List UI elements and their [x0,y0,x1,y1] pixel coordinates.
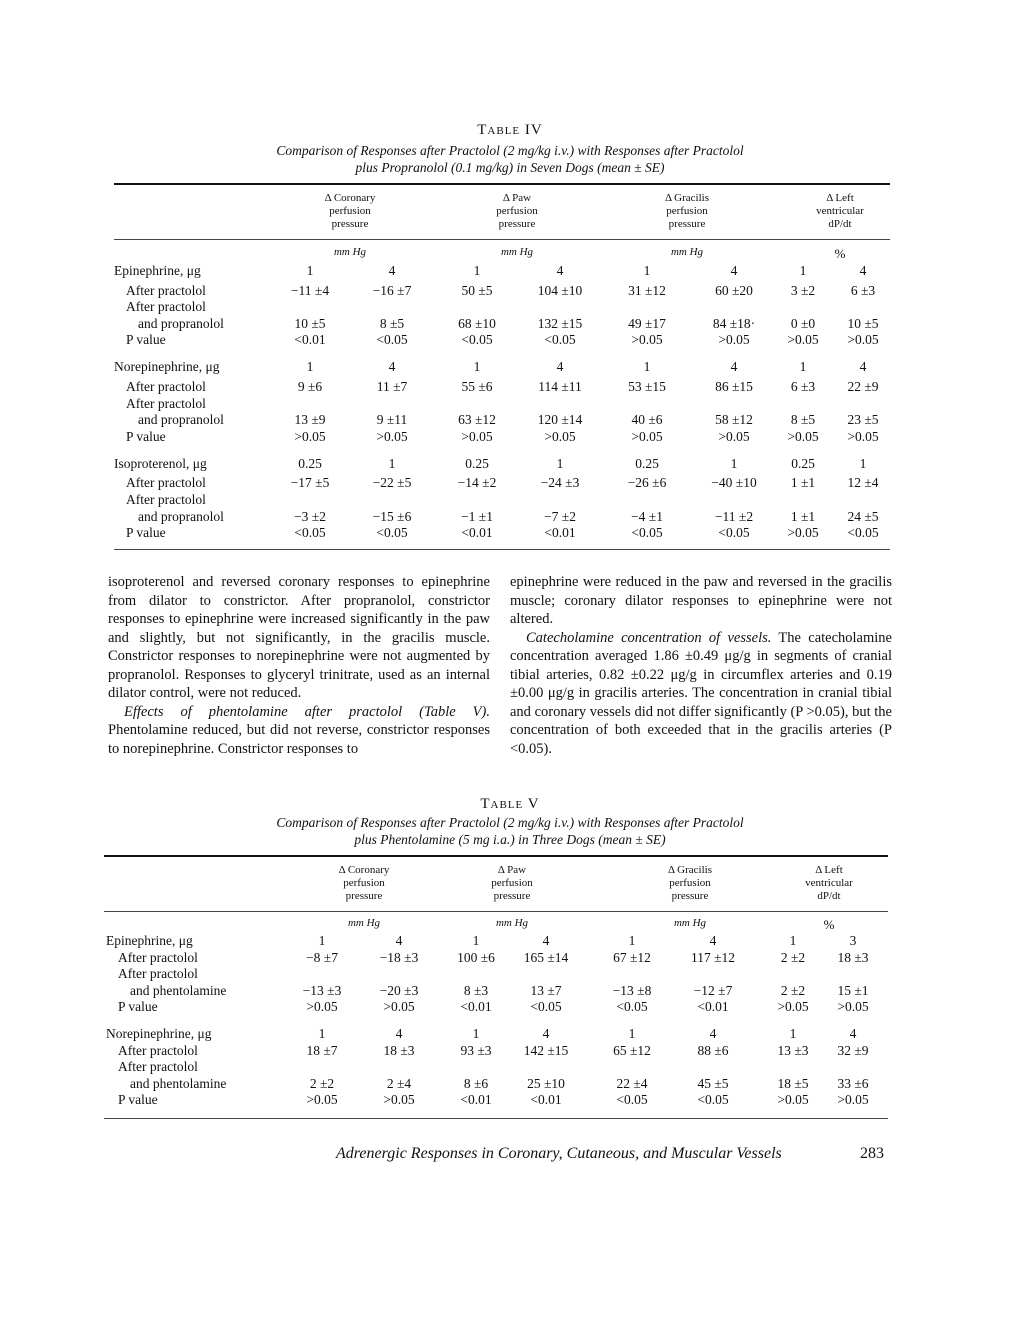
table-cell: 1 [306,359,314,374]
table-cell: 86 ±15 [715,379,753,394]
table-cell: >0.05 [777,999,809,1014]
table-cell: 4 [709,933,717,948]
table-cell: >0.05 [306,999,338,1014]
table-cell: 4 [859,359,867,374]
table-row [0,999,1020,1016]
table-cell: 1 [789,1026,797,1041]
table-cell: 114 ±11 [538,379,582,394]
table4-unit-label: mm Hg [670,246,704,258]
table-cell: <0.01 [460,1092,492,1107]
row-label: P value [126,332,166,347]
table-cell: 22 ±9 [847,379,879,394]
body-text-right-column [510,573,892,758]
table-cell: 8 ±6 [463,1076,489,1091]
table-cell: 15 ±1 [837,983,869,998]
table-cell: >0.05 [306,1092,338,1107]
table-cell: >0.05 [383,1092,415,1107]
table-row [0,492,1020,509]
table-cell: 120 ±14 [537,412,583,427]
table-cell: 0 ±0 [790,316,816,331]
table-cell: −18 ±3 [379,950,419,965]
table-cell: 2 ±2 [780,950,806,965]
table-cell: 8 ±5 [790,412,816,427]
table-cell: >0.05 [847,332,879,347]
table4-unit-label: mm Hg [333,246,367,258]
table-cell: 104 ±10 [537,283,583,298]
table-cell: −13 ±8 [612,983,652,998]
table4-column-header-line: Δ Paw [502,192,532,204]
row-label: P value [118,999,158,1014]
table-cell: −11 ±2 [714,509,754,524]
row-label: P value [126,525,166,540]
table-cell: 18 ±3 [383,1043,415,1058]
table-cell: 49 ±17 [628,316,666,331]
table-row [0,1076,1020,1093]
table-row [0,1043,1020,1060]
table-cell: −26 ±6 [627,475,667,490]
row-label: After practolol [126,396,206,411]
table-cell: 1 [306,263,314,278]
table-cell: 1 [318,1026,326,1041]
table-cell: <0.05 [376,525,408,540]
table-cell: 13 ±3 [777,1043,809,1058]
table-cell: <0.05 [294,525,326,540]
table4-column-header-line: pressure [331,218,369,230]
table-cell: >0.05 [718,429,750,444]
table-cell: 1 [556,456,564,471]
table-cell: 23 ±5 [847,412,879,427]
row-label: and phentolamine [130,983,227,998]
table5-column-header-line: perfusion [343,877,385,889]
table-cell: 4 [730,263,738,278]
table5-column-header-line: Δ Gracilis [667,864,713,876]
table-cell: <0.01 [461,525,493,540]
body-text-left-column [108,573,490,758]
table-row [0,1092,1020,1109]
table-cell: −14 ±2 [457,475,497,490]
table4-column-header-line: pressure [498,218,536,230]
table4-column-header-line: Δ Left [826,192,854,204]
table5-column-header-line: perfusion [669,877,711,889]
table5-header-rule [104,911,888,912]
table-row [0,456,1020,473]
table5-column-header-line: pressure [671,890,709,902]
table4-column-header-line: dP/dt [828,218,852,230]
table-cell: 12 ±4 [847,475,879,490]
table-cell: 1 [318,933,326,948]
table-cell: <0.05 [616,999,648,1014]
table-row [0,396,1020,413]
table-cell: 4 [395,1026,403,1041]
table-cell: 4 [388,359,396,374]
table-cell: 67 ±12 [613,950,651,965]
table-cell: 55 ±6 [461,379,493,394]
table-cell: 40 ±6 [631,412,663,427]
table-cell: <0.05 [697,1092,729,1107]
table-row [0,283,1020,300]
row-label: Epinephrine, μg [106,933,193,948]
table-cell: 9 ±11 [376,412,408,427]
table-cell: −7 ±2 [544,509,576,524]
table-cell: 1 ±1 [790,509,816,524]
table-row [0,429,1020,446]
table-cell: 0.25 [635,456,659,471]
table-cell: 6 ±3 [790,379,816,394]
table-cell: 4 [388,263,396,278]
table4-column-header [627,192,747,231]
table4-column-header-line: perfusion [329,205,371,217]
table-cell: <0.01 [294,332,326,347]
table-cell: >0.05 [461,429,493,444]
section-heading-catecholamine: Catecholamine concentration of vessels. [526,629,772,646]
table5-caption-line1: Comparison of Responses after Practolol (2 mg/kg i.v.) with Responses after Practolol [276,815,744,830]
table4-caption-line1: Comparison of Responses after Practolol (2 mg/kg i.v.) with Responses after Practolol [276,143,744,158]
table-row [0,1026,1020,1043]
table-row [0,950,1020,967]
table-cell: 84 ±18· [712,316,756,331]
table-cell: >0.05 [383,999,415,1014]
table5-column-header-line: Δ Left [815,864,843,876]
table4-column-header [780,192,900,231]
table-cell: 0.25 [298,456,322,471]
table-cell: <0.01 [544,525,576,540]
table-cell: 11 ±7 [376,379,408,394]
table5-column-header [630,864,750,903]
left-paragraph-1: isoproterenol and reversed coronary responses to epinephrine from dilator to constrictor. After propranolol, constrictor responses to epinephrine were increased significantly in the paw and slightly, but not significantly, in the gracilis muscle. Constrictor responses to norepinephrine were not augmented by propranolol. Responses to glyceryl trinitrate, used as an internal dilator control, were not reduced. [108,574,490,701]
table-cell: >0.05 [847,429,879,444]
row-label: P value [126,429,166,444]
table-cell: 4 [395,933,403,948]
table-row [0,299,1020,316]
row-label: After practolol [118,966,198,981]
table-cell: −40 ±10 [711,475,757,490]
running-title: Adrenergic Responses in Coronary, Cutaneous, and Muscular Vessels [336,1145,782,1162]
table-cell: 88 ±6 [697,1043,729,1058]
left-paragraph-2-text: Phentolamine reduced, but did not reverse, constrictor responses to norepinephrine. Constrictor responses to [108,722,490,757]
table5-column-header-line: Δ Paw [497,864,527,876]
page-number: 283 [860,1145,884,1162]
table-cell: 53 ±15 [628,379,666,394]
table-cell: 1 [859,456,867,471]
row-label: After practolol [118,1059,198,1074]
table-cell: 65 ±12 [613,1043,651,1058]
table-cell: 24 ±5 [847,509,879,524]
table-cell: 60 ±20 [715,283,753,298]
table-cell: 0.25 [791,456,815,471]
row-label: P value [118,1092,158,1107]
table-cell: −3 ±2 [294,509,326,524]
table5-column-header-line: ventricular [805,877,853,889]
table-cell: 100 ±6 [457,950,495,965]
table4-unit-label: % [834,246,846,261]
right-paragraph-2 [510,629,892,759]
table-cell: 50 ±5 [461,283,493,298]
table-row [0,525,1020,542]
table-cell: 6 ±3 [850,283,876,298]
table5-column-header [769,864,889,903]
row-label: After practolol [126,283,206,298]
table-cell: 1 [628,1026,636,1041]
table-cell: −15 ±6 [372,509,412,524]
table5-column-header-line: perfusion [491,877,533,889]
table-row [0,316,1020,333]
table-cell: >0.05 [837,999,869,1014]
table-row [0,966,1020,983]
table-cell: 3 [849,933,857,948]
row-label: and propranolol [138,509,224,524]
row-label: and propranolol [138,412,224,427]
table4-column-header [457,192,577,231]
table-cell: −22 ±5 [372,475,412,490]
table-cell: 1 [730,456,738,471]
table-cell: 13 ±7 [530,983,562,998]
table5-label: Table V [480,796,540,812]
table-cell: 18 ±5 [777,1076,809,1091]
table-row [0,933,1020,950]
table5-unit-label: mm Hg [347,917,381,929]
row-label: and phentolamine [130,1076,227,1091]
table-cell: −17 ±5 [290,475,330,490]
table-cell: −24 ±3 [540,475,580,490]
table-cell: 2 ±2 [309,1076,335,1091]
table-cell: 4 [709,1026,717,1041]
table-row [0,983,1020,1000]
table-cell: 1 ±1 [790,475,816,490]
table4-column-header-line: pressure [668,218,706,230]
table-cell: 4 [849,1026,857,1041]
table-cell: −8 ±7 [306,950,338,965]
table-cell: −12 ±7 [693,983,733,998]
table-cell: 132 ±15 [537,316,583,331]
table-cell: 165 ±14 [523,950,569,965]
table-cell: −1 ±1 [461,509,493,524]
table-cell: <0.01 [460,999,492,1014]
table-cell: 4 [556,359,564,374]
row-label: After practolol [126,475,206,490]
table-cell: 8 ±3 [463,983,489,998]
table-cell: 2 ±4 [386,1076,412,1091]
table-cell: 1 [789,933,797,948]
table-cell: 45 ±5 [697,1076,729,1091]
table-cell: −20 ±3 [379,983,419,998]
table-cell: 1 [472,1026,480,1041]
table-cell: 0.25 [465,456,489,471]
table5-column-header-line: Δ Coronary [338,864,390,876]
table4-column-header-line: perfusion [496,205,538,217]
table5-column-header [452,864,572,903]
table-cell: 1 [628,933,636,948]
table-cell: 9 ±6 [297,379,323,394]
row-label: After practolol [118,1043,198,1058]
row-label: Epinephrine, μg [114,263,201,278]
table-cell: >0.05 [787,525,819,540]
table4-bottom-rule [114,549,890,550]
table5-top-rule [104,855,888,857]
table5-unit-label: % [823,917,835,932]
table-cell: >0.05 [718,332,750,347]
section-heading-phentolamine: Effects of phentolamine after practolol (Table V). [124,703,490,720]
table-cell: −16 ±7 [372,283,412,298]
table5-column-header-line: pressure [345,890,383,902]
row-label: and propranolol [138,316,224,331]
table4-top-rule [114,183,890,185]
table4-caption-line2: plus Propranolol (0.1 mg/kg) in Seven Dogs (mean ± SE) [355,160,665,175]
table-cell: 18 ±3 [837,950,869,965]
table-row [0,509,1020,526]
table-cell: 93 ±3 [460,1043,492,1058]
table-cell: 33 ±6 [837,1076,869,1091]
table-cell: <0.05 [544,332,576,347]
table-row [0,332,1020,349]
table-cell: 32 ±9 [837,1043,869,1058]
row-label: After practolol [126,492,206,507]
table5-caption-line2: plus Phentolamine (5 mg i.a.) in Three Dogs (mean ± SE) [354,832,666,847]
table5-unit-label: mm Hg [673,917,707,929]
table4-column-header-line: Δ Coronary [324,192,376,204]
table-cell: 4 [542,933,550,948]
table4-unit-label: mm Hg [500,246,534,258]
table-cell: <0.05 [847,525,879,540]
table-row [0,412,1020,429]
table-cell: 142 ±15 [523,1043,569,1058]
table-cell: 18 ±7 [306,1043,338,1058]
table-cell: 4 [730,359,738,374]
table-cell: 8 ±5 [379,316,405,331]
table-cell: >0.05 [294,429,326,444]
table-cell: 13 ±9 [294,412,326,427]
table-cell: <0.05 [616,1092,648,1107]
table-cell: 1 [799,263,807,278]
table-cell: −13 ±3 [302,983,342,998]
table5-unit-label: mm Hg [495,917,529,929]
table-cell: <0.01 [697,999,729,1014]
table-cell: 22 ±4 [616,1076,648,1091]
table-cell: <0.05 [461,332,493,347]
left-paragraph-2 [108,703,490,759]
table-cell: <0.05 [376,332,408,347]
table-cell: 68 ±10 [458,316,496,331]
table-row [0,263,1020,280]
table-cell: −4 ±1 [631,509,663,524]
table-cell: 1 [643,359,651,374]
row-label: After practolol [126,299,206,314]
table-cell: 1 [643,263,651,278]
table-cell: 10 ±5 [294,316,326,331]
table-row [0,359,1020,376]
table-cell: <0.05 [631,525,663,540]
table-cell: 4 [859,263,867,278]
table-cell: 25 ±10 [527,1076,565,1091]
right-paragraph-2-text: The catecholamine concentration averaged 1.86 ±0.49 μg/g in segments of cranial tibial arteries, 0.82 ±0.22 μg/g in circumflex arteries and 0.19 ±0.00 μg/g in gracilis arteries. The concentration in cranial tibial and coronary vessels did not differ significantly (P >0.05), but the concentration of both exceeded that in the gracilis arteries (P <0.05). [510,629,892,757]
table-cell: −11 ±4 [290,283,330,298]
row-label: Isoproterenol, μg [114,456,207,471]
row-label: After practolol [118,950,198,965]
table-cell: 2 ±2 [780,983,806,998]
table-cell: 10 ±5 [847,316,879,331]
row-label: After practolol [126,379,206,394]
table-cell: 31 ±12 [628,283,666,298]
table-cell: >0.05 [787,332,819,347]
right-paragraph-1: epinephrine were reduced in the paw and reversed in the gracilis muscle; coronary dilator responses to epinephrine were not altered. [510,574,892,627]
table-cell: 4 [542,1026,550,1041]
table-cell: >0.05 [631,332,663,347]
table-cell: >0.05 [777,1092,809,1107]
table-cell: <0.05 [718,525,750,540]
table-cell: 1 [472,933,480,948]
table-cell: <0.05 [530,999,562,1014]
table-row [0,475,1020,492]
table4-column-header-line: ventricular [816,205,864,217]
table4-column-header-line: Δ Gracilis [664,192,710,204]
table-cell: 117 ±12 [690,950,736,965]
table4-label: Table IV [477,122,543,138]
table-cell: 58 ±12 [715,412,753,427]
table5-column-header-line: dP/dt [817,890,841,902]
table4-column-header-line: perfusion [666,205,708,217]
table4-column-header [290,192,410,231]
table-cell: 3 ±2 [790,283,816,298]
table-cell: 1 [473,359,481,374]
table-cell: >0.05 [631,429,663,444]
table-cell: >0.05 [787,429,819,444]
table-cell: 1 [799,359,807,374]
table-cell: >0.05 [837,1092,869,1107]
table-row [0,379,1020,396]
table-cell: >0.05 [544,429,576,444]
table-cell: 4 [556,263,564,278]
row-label: Norepinephrine, μg [114,359,220,374]
table4-header-rule [114,239,890,240]
table-cell: 63 ±12 [458,412,496,427]
table-row [0,1059,1020,1076]
table5-column-header-line: pressure [493,890,531,902]
table-cell: 1 [388,456,396,471]
table-cell: 1 [473,263,481,278]
table-cell: <0.01 [530,1092,562,1107]
table5-column-header [304,864,424,903]
row-label: Norepinephrine, μg [106,1026,212,1041]
table5-bottom-rule [104,1118,888,1119]
table-cell: >0.05 [376,429,408,444]
